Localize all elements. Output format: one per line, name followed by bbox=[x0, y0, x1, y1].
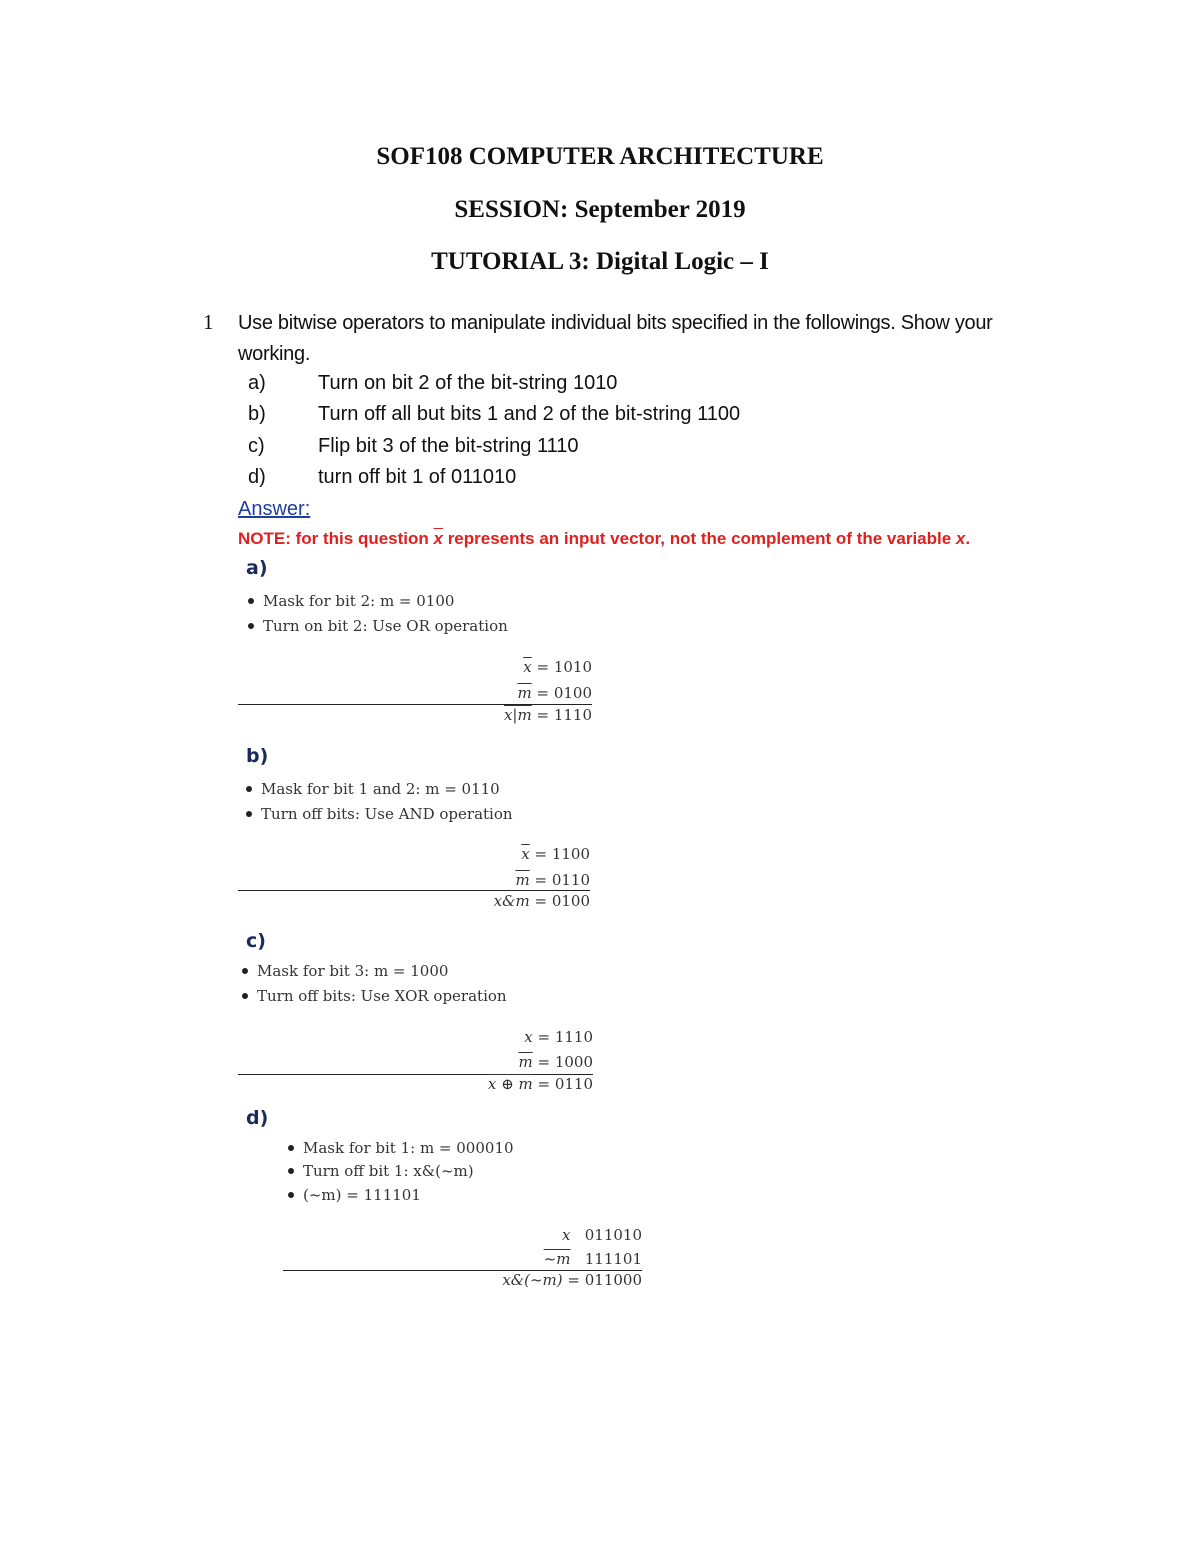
bullet-dot bbox=[248, 598, 254, 604]
question-text: Use bitwise operators to manipulate individual bits specified in the followings. Show your working. bbox=[238, 312, 993, 365]
bullet-dot bbox=[242, 968, 248, 974]
answer-label: Answer: bbox=[238, 498, 311, 520]
part-d-row-1: x 011010 bbox=[561, 1226, 642, 1244]
bullet-dot bbox=[248, 623, 254, 629]
part-b-row-3: x&m = 0100 bbox=[493, 892, 590, 910]
note-text-2: represents an input vector, not the complement of the variable bbox=[442, 529, 956, 548]
part-a-bullet-1: Mask for bit 2: m = 0100 bbox=[248, 592, 454, 610]
note-prefix: NOTE: bbox=[238, 529, 291, 548]
item-letter: a) bbox=[248, 372, 266, 394]
item-text: Turn on bit 2 of the bit-string 1010 bbox=[318, 372, 618, 394]
answer-note bbox=[238, 529, 970, 549]
bullet-dot bbox=[242, 993, 248, 999]
item-letter: d) bbox=[248, 466, 266, 488]
part-c-label: c) bbox=[246, 930, 266, 952]
item-letter: b) bbox=[248, 403, 266, 425]
part-b-bullet-1: Mask for bit 1 and 2: m = 0110 bbox=[246, 780, 500, 798]
part-a-bullet-2: Turn on bit 2: Use OR operation bbox=[248, 617, 508, 635]
part-b-rule bbox=[238, 890, 590, 891]
part-a-row-2: $\overline{m} = 0100$ bbox=[517, 684, 592, 702]
item-text: turn off bit 1 of 011010 bbox=[318, 466, 517, 488]
item-letter: c) bbox=[248, 435, 265, 457]
part-b-bullet-2: Turn off bits: Use AND operation bbox=[246, 805, 513, 823]
part-c-row-2: $\overline{m} = 1000$ bbox=[518, 1053, 593, 1071]
bullet-dot bbox=[288, 1145, 294, 1151]
bullet-dot bbox=[246, 786, 252, 792]
session-title: SESSION: September 2019 bbox=[454, 196, 746, 223]
part-a-row-3: x|m = 1110 bbox=[503, 706, 592, 724]
part-c-bullet-2: Turn off bits: Use XOR operation bbox=[242, 987, 507, 1005]
part-d-bullet-1: Mask for bit 1: m = 000010 bbox=[288, 1139, 514, 1157]
note-text-1: for this question bbox=[290, 529, 434, 548]
part-c-row-3: x ⊕ m = 0110 bbox=[487, 1075, 593, 1093]
item-text: Flip bit 3 of the bit-string 1110 bbox=[318, 435, 579, 457]
part-d-row-2: ~m 111101 bbox=[543, 1250, 642, 1268]
part-a-row-1: $\overline{x} = 1010$ bbox=[523, 658, 592, 676]
course-title: SOF108 COMPUTER ARCHITECTURE bbox=[376, 143, 824, 170]
note-end: . bbox=[965, 529, 971, 548]
bullet-dot bbox=[288, 1168, 294, 1174]
part-d-bullet-2: Turn off bit 1: x&(~m) bbox=[288, 1162, 474, 1180]
part-b-row-1: $\overline{x} = 1100$ bbox=[521, 845, 590, 863]
bullet-dot bbox=[246, 811, 252, 817]
part-b-row-2: $\overline{m} = 0110$ bbox=[515, 871, 590, 889]
part-c-bullet-1: Mask for bit 3: m = 1000 bbox=[242, 962, 448, 980]
part-c-row-1: x = 1110 bbox=[524, 1028, 593, 1046]
question-number: 1 bbox=[203, 310, 214, 334]
tutorial-title: TUTORIAL 3: Digital Logic – I bbox=[431, 248, 769, 275]
part-b-label: b) bbox=[246, 745, 269, 767]
part-a-rule bbox=[238, 704, 592, 705]
part-d-row-3: x&(~m) = 011000 bbox=[502, 1271, 642, 1289]
item-text: Turn off all but bits 1 and 2 of the bit-string 1100 bbox=[318, 403, 741, 425]
note-variable-2: x bbox=[955, 529, 966, 548]
part-a-label: a) bbox=[246, 557, 268, 579]
part-d-bullet-3: (~m) = 111101 bbox=[288, 1186, 421, 1204]
bullet-dot bbox=[288, 1192, 294, 1198]
note-variable: $\overline{x}$ bbox=[433, 529, 443, 548]
part-d-label: d) bbox=[246, 1107, 269, 1129]
